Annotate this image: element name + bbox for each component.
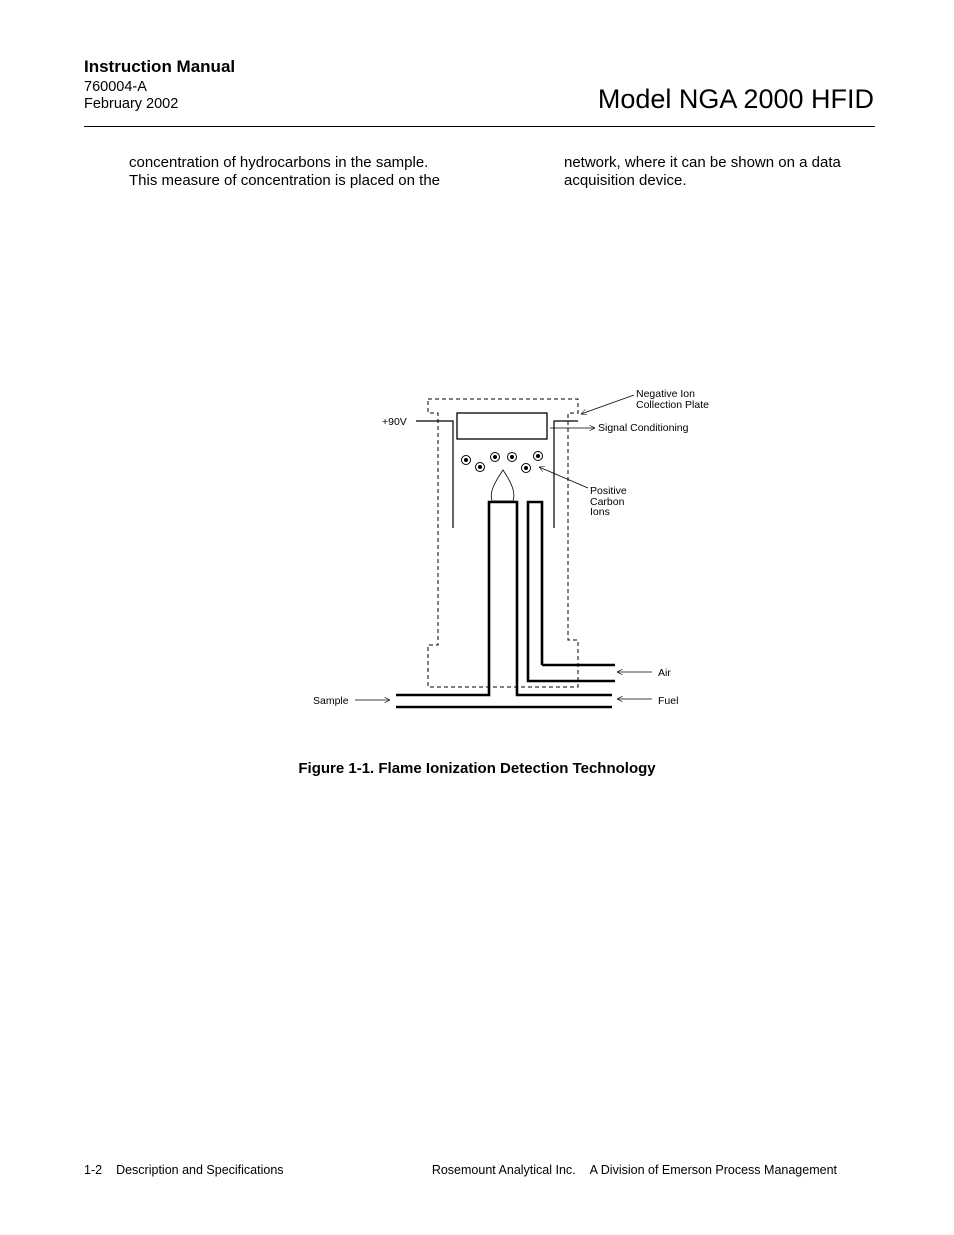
fuel-label: Fuel	[658, 695, 679, 707]
body-text-line: This measure of concentration is placed on the	[129, 172, 441, 189]
model-title: Model NGA 2000 HFID	[597, 84, 874, 114]
air-tube	[528, 502, 615, 681]
page-number: 1-2	[84, 1163, 103, 1177]
footer-left	[84, 1163, 284, 1177]
detector-housing-outline	[428, 399, 578, 687]
positive-ion-label-line1: Positive	[590, 485, 627, 497]
negative-ion-label-line2: Collection Plate	[636, 399, 709, 411]
voltage-label: +90V	[382, 416, 407, 428]
sample-label: Sample	[313, 695, 349, 707]
footer-right	[432, 1163, 837, 1177]
division-name: A Division of Emerson Process Management	[589, 1163, 837, 1177]
negative-ion-label-line1: Negative Ion	[636, 388, 695, 400]
positive-ion-label-line2: Carbon	[590, 496, 625, 508]
body-text-line: network, where it can be shown on a data	[564, 154, 841, 171]
positive-ion-group	[462, 452, 543, 473]
signal-electrode	[554, 421, 578, 528]
company-name: Rosemount Analytical Inc.	[431, 1163, 576, 1177]
polarizing-electrode	[416, 421, 453, 528]
collection-plate	[457, 413, 547, 439]
figure-caption: Figure 1-1. Flame Ionization Detection Technology	[298, 760, 656, 777]
manual-title: Instruction Manual	[84, 57, 236, 76]
signal-conditioning-label: Signal Conditioning	[598, 422, 689, 434]
negative-ion-arrow	[581, 395, 634, 414]
positive-ion-arrow	[539, 467, 588, 488]
document-number: 760004-A	[84, 79, 147, 95]
positive-ion-label-line3: Ions	[590, 506, 610, 518]
document-date: February 2002	[84, 96, 179, 112]
air-label: Air	[658, 667, 671, 679]
body-text-line: acquisition device.	[564, 172, 687, 189]
section-name: Description and Specifications	[116, 1163, 284, 1177]
body-text-line: concentration of hydrocarbons in the sample.	[129, 154, 429, 171]
flame-icon	[491, 470, 514, 501]
